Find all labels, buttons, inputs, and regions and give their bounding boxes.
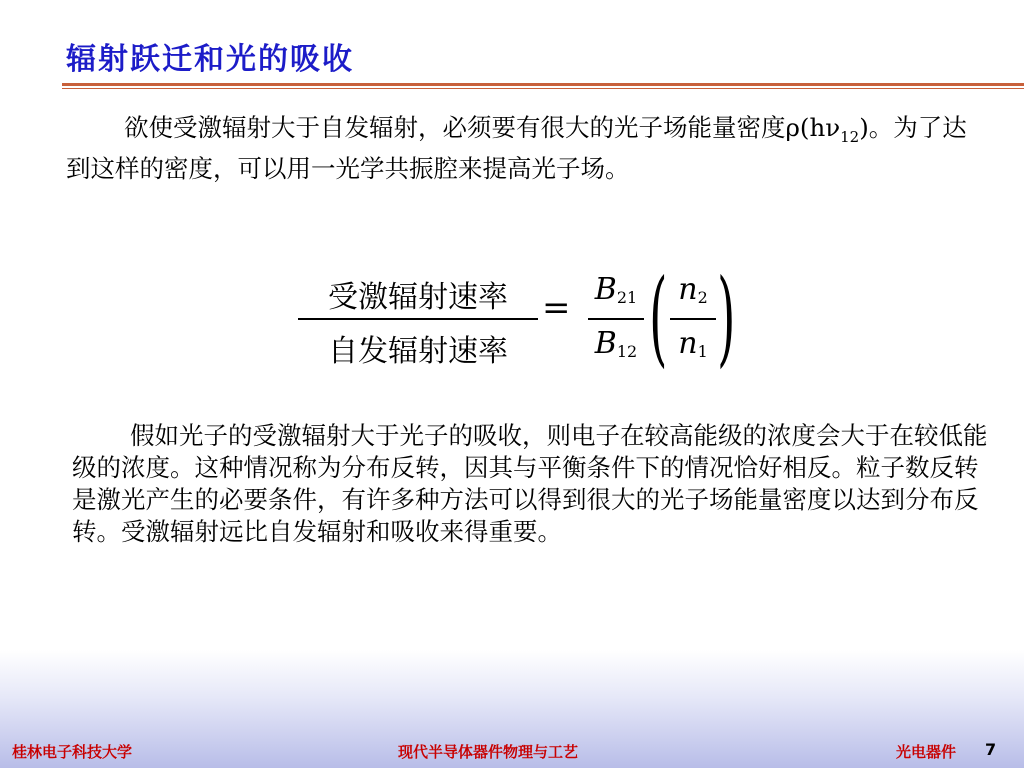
population-fraction	[670, 272, 716, 361]
title-underline-thin	[62, 88, 1024, 89]
n1-term: $n_1$	[678, 326, 708, 361]
title-underline-thick	[62, 83, 1024, 86]
paragraph-1	[66, 112, 976, 185]
spontaneous-rate-label: 自发辐射速率	[328, 334, 508, 369]
equals-sign: =	[542, 288, 571, 328]
fraction-bar	[298, 318, 538, 320]
rate-ratio-formula	[298, 256, 736, 382]
rate-fraction	[298, 272, 538, 370]
fraction-bar	[670, 318, 716, 320]
paragraph-1-text-before: 欲使受激辐射大于自发辐射，必须要有很大的光子场能量密度ρ(hν	[124, 113, 841, 142]
footer-university: 桂林电子科技大学	[12, 743, 133, 761]
paragraph-1-subscript: 12	[840, 127, 860, 146]
footer-course: 现代半导体器件物理与工艺	[398, 743, 579, 761]
footer-chapter: 光电器件	[896, 743, 957, 761]
b21-term: $B_{21}$	[594, 272, 638, 307]
fraction-bar	[588, 318, 644, 320]
n2-term: $n_2$	[678, 272, 708, 307]
paragraph-2-text: 假如光子的受激辐射大于光子的吸收，则电子在较高能级的浓度会大于在较低能级的浓度。这种情况称为分布反转，因其与平衡条件下的情况恰好相反。粒子数反转是激光产生的必要条件，有许多种方法可以得到很大的光子场能量密度以达到分布反转。受激辐射远比自发辐射和吸收来得重要。	[72, 421, 988, 546]
right-parenthesis: )	[717, 256, 736, 378]
stimulated-rate-label: 受激辐射速率	[328, 280, 508, 315]
b-coefficient-fraction	[588, 272, 644, 361]
b12-term: $B_{12}$	[594, 326, 638, 361]
paragraph-1-text-after: )。为了达到这样的密度，可以用一光学共振腔来提高光子场。	[66, 113, 967, 183]
left-parenthesis: (	[649, 256, 668, 378]
slide-title: 辐射跃迁和光的吸收	[66, 42, 354, 77]
paragraph-2	[72, 420, 992, 548]
page-number: 7	[985, 740, 997, 759]
